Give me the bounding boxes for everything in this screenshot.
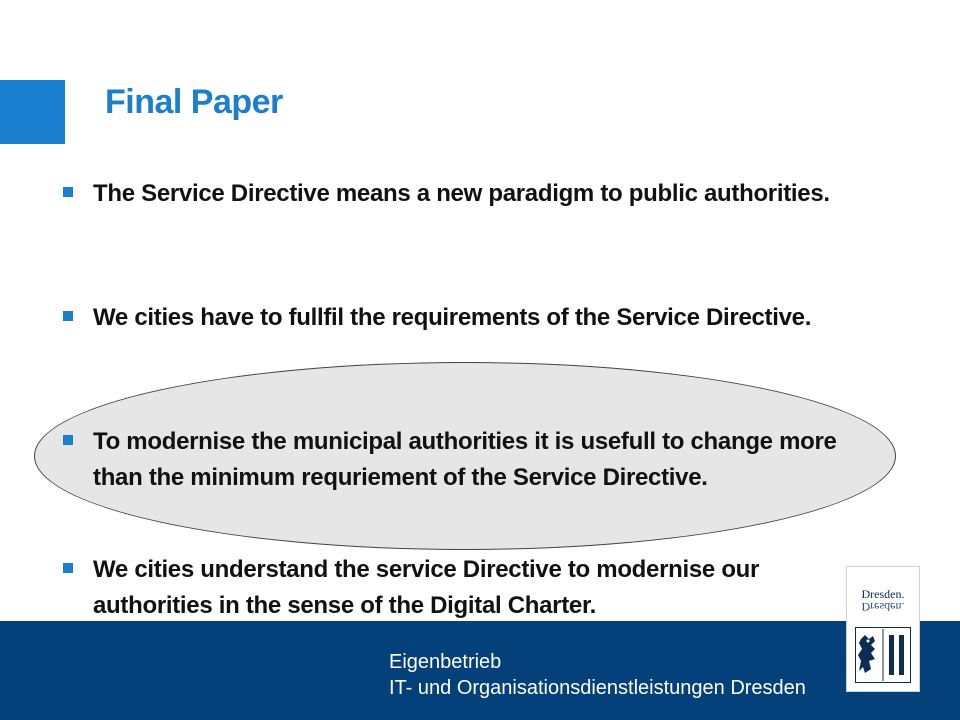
bullet-text: To modernise the municipal authorities it is usefull to change more than the minimum requriement of the Service Directive. [93,428,837,491]
accent-square [0,80,65,144]
logo-wordmark: Dresden. [861,587,905,601]
bullet-item-highlighted [63,424,853,496]
square-bullet-icon [63,311,73,321]
bullet-text: The Service Directive means a new paradigm to public authorities. [93,180,830,207]
bullet-text: We cities have to fullfil the requirements of the Service Directive. [93,304,812,331]
bullet-item [63,552,853,624]
bullet-item [63,300,853,336]
square-bullet-icon [63,435,73,445]
footer-org-line2: IT- und Organisationsdienstleistungen Dresden [389,677,806,699]
footer-org-line1: Eigenbetrieb [389,651,502,673]
square-bullet-icon [63,563,73,573]
bullet-item [63,176,853,212]
dresden-logo [847,567,919,691]
bullet-text: We cities understand the service Directive to modernise our authorities in the sense of the Digital Charter. [93,556,760,619]
slide-title: Final Paper [105,83,283,121]
logo-wordmark-mirror: Dresden. [861,600,905,614]
dresden-coat-of-arms-icon [855,627,911,683]
square-bullet-icon [63,187,73,197]
